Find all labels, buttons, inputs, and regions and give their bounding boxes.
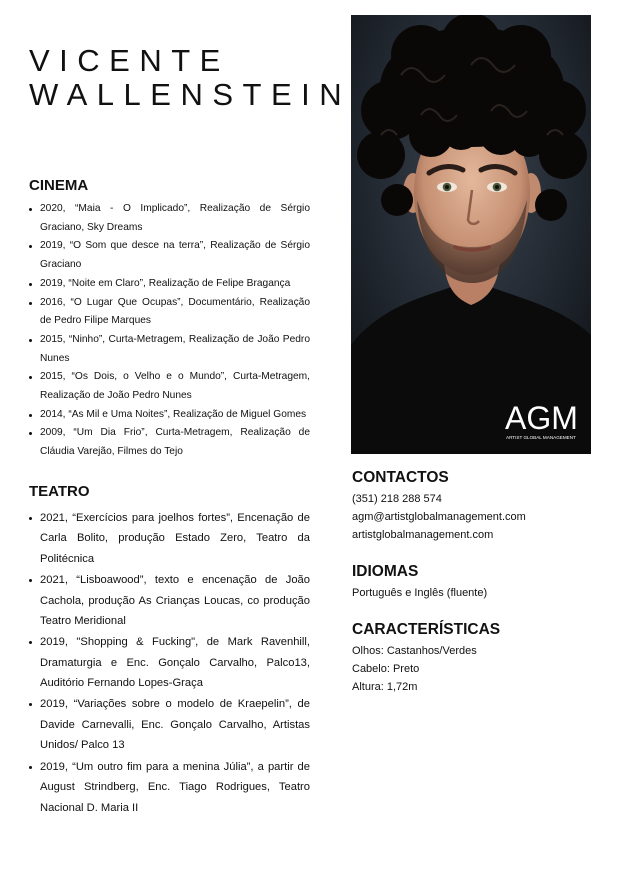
cinema-item: 2014, “As Mil e Uma Noites”, Realização de Miguel Gomes <box>29 406 310 425</box>
teatro-item: 2019, "Shopping & Fucking", de Mark Ravenhill, Dramaturgia e Enc. Gonçalo Carvalho, Palco13, Auditório Fernando Lopes-Graça <box>29 632 310 694</box>
characteristics-heading: CARACTERÍSTICAS <box>352 621 501 638</box>
languages-heading: IDIOMAS <box>352 563 419 580</box>
actor-first-name: VICENTE <box>29 43 230 78</box>
teatro-item: 2019, “Um outro fim para a menina Júlia”, a partir de August Strindberg, Enc. Tiago Rodrigues, Teatro Nacional D. Maria II <box>29 757 310 819</box>
cinema-item: 2009, “Um Dia Frio”, Curta-Metragem, Realização de Cláudia Varejão, Filmes do Tejo <box>29 424 310 461</box>
teatro-item: 2021, “Lisboawood”, texto e encenação de João Cachola, produção As Crianças Loucas, co produção Teatro Meridional <box>29 570 310 632</box>
contact-email[interactable]: agm@artistglobalmanagement.com <box>352 511 526 523</box>
cinema-item: 2015, “Ninho”, Curta-Metragem, Realização de João Pedro Nunes <box>29 331 310 368</box>
cinema-item: 2020, “Maia - O Implicado”, Realização de Sérgio Graciano, Sky Dreams <box>29 200 310 237</box>
hair-color: Cabelo: Preto <box>352 663 420 675</box>
actor-name <box>29 44 351 112</box>
teatro-item: 2021, “Exercícios para joelhos fortes”, Encenação de Carla Bolito, produção Estado Zero, Teatro da Politécnica <box>29 508 310 570</box>
cinema-item: 2016, “O Lugar Que Ocupas”, Documentário, Realização de Pedro Filipe Marques <box>29 294 310 331</box>
cinema-heading: CINEMA <box>29 177 89 194</box>
agm-logo-subtext: ARTIST GLOBAL MANAGEMENT <box>506 435 576 440</box>
credits-column <box>29 176 310 819</box>
languages-text: Português e Inglês (fluente) <box>352 587 488 599</box>
teatro-item: 2019, “Variações sobre o modelo de Kraepelin”, de Davide Carnevalli, Enc. Gonçalo Carvalho, Artistas Unidos/ Palco 13 <box>29 694 310 756</box>
contacts-heading: CONTACTOS <box>352 469 449 486</box>
cinema-list <box>29 200 310 462</box>
height: Altura: 1,72m <box>352 681 418 693</box>
cinema-item: 2019, “O Som que desce na terra”, Realização de Sérgio Graciano <box>29 237 310 274</box>
cinema-item: 2019, “Noite em Claro”, Realização de Felipe Bragança <box>29 275 310 294</box>
contact-website[interactable]: artistglobalmanagement.com <box>352 529 494 541</box>
headshot-photo <box>351 15 591 454</box>
contacts-section <box>352 468 602 544</box>
actor-last-name: WALLENSTEIN <box>29 77 352 112</box>
teatro-list <box>29 508 310 818</box>
teatro-heading: TEATRO <box>29 482 90 500</box>
languages-section <box>352 562 602 602</box>
contact-phone: (351) 218 288 574 <box>352 493 442 505</box>
cinema-item: 2015, “Os Dois, o Velho e o Mundo”, Curta-Metragem, Realização de João Pedro Nunes <box>29 368 310 405</box>
info-column <box>352 468 602 714</box>
characteristics-section <box>352 620 602 696</box>
agm-logo: AGM <box>505 400 578 436</box>
eye-color: Olhos: Castanhos/Verdes <box>352 645 477 657</box>
